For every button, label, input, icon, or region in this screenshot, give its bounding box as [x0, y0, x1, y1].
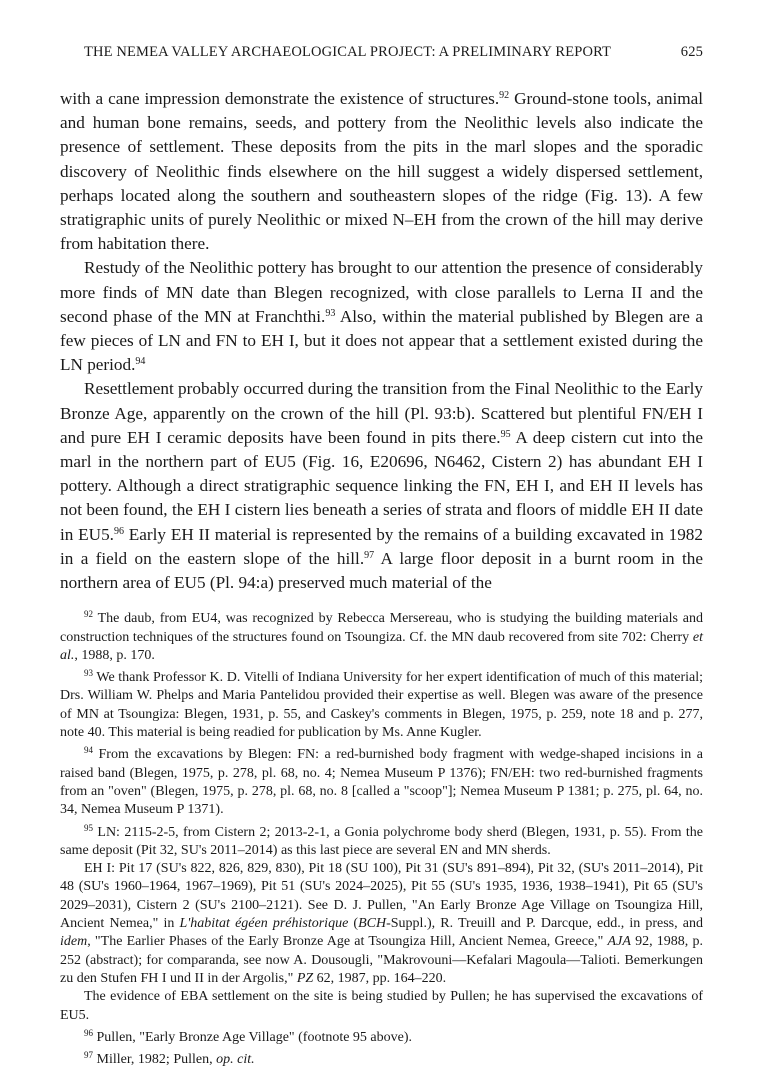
footnote-ref[interactable]: 92	[499, 90, 510, 101]
footnote-97: $^{97}$ Miller, 1982; Pullen, op. cit.	[84, 1050, 255, 1068]
footnote-ref[interactable]: 95	[500, 428, 511, 440]
footnote-95-eh1: EH I: Pit 17 (SU's 822, 826, 829, 830), Pit 18 (SU 100), Pit 31 (SU's 891–894), Pit 32, (SU's 2011–2014), Pit 48 (SU's 1960–1964, 1967–1969), Pit 51 (SU's 2024–2025), Pit 55 (SU's 1935, 1936, 1938–1941), Pit 65 (SU's 2029–2031), Cistern 2 (SU's 2100–2121). See D. J. Pullen, "An Early Bronze Age Village on Tsoungiza Hill, Ancient Nemea," in L'habitat égéen préhistorique (BCH-Suppl.), R. Treuill and P. Darcque, edd., in press, and idem, "The Earlier Phases of the Early Bronze Age at Tsoungiza Hill, Ancient Nemea, Greece," AJA 92, 1988, p. 252 (abstract); for comparanda, see now A. Dousougli, "Makrovouni—Kefalari Magoula—Talioti. Bemerkungen zu den Stufen FH I und II in der Argolis," PZ 62, 1987, pp. 164–220.	[60, 861, 703, 986]
page	[60, 44, 703, 1069]
page-number: 625	[680, 44, 703, 60]
footnote-95: $^{95}$ LN: 2115-2-5, from Cistern 2; 2013-2-1, a Gonia polychrome body sherd (Blegen, 1931, p. 55). From the same deposit (Pit 32, SU's 2011–2014) as this last piece are several EN and MN sherds.	[60, 822, 703, 858]
running-head	[60, 44, 703, 61]
footnote-95-eba: The evidence of EBA settlement on the site is being studied by Pullen; he has supervised the excavations of EU5.	[60, 989, 703, 1023]
footnotes	[60, 610, 703, 1069]
footnote-94: $^{94}$ From the excavations by Blegen: FN: a red-burnished body fragment with wedge-shaped incisions in a raised band (Blegen, 1975, p. 278, pl. 68, no. 4; Nemea Museum P 1376); FN/EH: two red-burnished fragments from an "oven" (Blegen, 1975, p. 278, pl. 68, no. 8 [called a "scoop"]; Nemea Museum P 1381; p. 275, pl. 64, no. 34, Nemea Museum P 1371).	[60, 745, 703, 818]
paragraph: with a cane impression demonstrate the existence of structures.$^{92}$ Ground-stone tools, animal and human bone remains, seeds, and pottery from the Neolithic levels also indicate the presence of settlement. These deposits from the pits in the marl slopes and the sporadic discovery of Neolithic finds elsewhere on the hill suggest a widely dispersed settlement, perhaps located along the southern and southeastern slopes of the ridge (Fig. 13). A few stratigraphic units of purely Neolithic or mixed N–EH from the crown of the hill may derive from habitation there.	[60, 89, 704, 254]
footnote-92: $^{92}$ The daub, from EU4, was recognized by Rebecca Mersereau, who is studying the building materials and construction techniques of the structures found on Tsoungiza. Cf. the MN daub recovered from site 702: Cherry et al., 1988, p. 170.	[60, 609, 703, 663]
footnote-ref[interactable]: 94	[135, 356, 146, 368]
body-text	[60, 87, 703, 595]
paragraph: Resettlement probably occurred during the transition from the Final Neolithic to the Early Bronze Age, apparently on the crown of the hill (Pl. 93:b). Scattered but plentiful FN/EH I and pure EH I ceramic deposits have been found in pits there.$^{95}$ A deep cistern cut into the marl in the northern part of EU5 (Fig. 16, E20696, N6462, Cistern 2) has abundant EH I pottery. Although a direct stratigraphic sequence linking the FN, EH I, and EH II levels has not been found, the EH I cistern lies beneath a series of strata and floors of middle EH II date in EU5.96 Early EH II material is represented by the remains of a building excavated in 1982 in a field on the eastern slope of the hill.$^{97}$ A large floor deposit in a burnt room in the northern area of EU5 (Pl. 94:a) preserved much material of the	[60, 379, 703, 593]
paragraph: Restudy of the Neolithic pottery has brought to our attention the presence of considerably more finds of MN date than Blegen recognized, with close parallels to Lerna II and the second phase of the MN at Franchthi.$^{93}$ Also, within the material published by Blegen are a few pieces of LN and FN to EH I, but it does not appear that a settlement existed during the LN period.$^{94}$	[60, 258, 703, 375]
footnote-96: $^{96}$ Pullen, "Early Bronze Age Village" (footnote 95 above).	[84, 1027, 413, 1045]
footnote-ref[interactable]: 93	[325, 307, 336, 319]
running-title: THE NEMEA VALLEY ARCHAEOLOGICAL PROJECT: A PRELIMINARY REPORT	[84, 44, 612, 60]
footnote-93: $^{93}$ We thank Professor K. D. Vitelli of Indiana University for her expert identification of much of this material; Drs. William W. Phelps and Maria Pantelidou provided their expertise as well. Blegen was aware of the presence of MN at Tsoungiza: Blegen, 1931, p. 55, and Caskey's comments in Blegen, 1975, p. 259, note 18 and p. 277, note 40. This material is being readied for publication by Ms. Anne Kugler.	[60, 668, 703, 741]
footnote-ref[interactable]: 96	[113, 525, 124, 537]
footnote-ref[interactable]: 97	[364, 549, 375, 561]
